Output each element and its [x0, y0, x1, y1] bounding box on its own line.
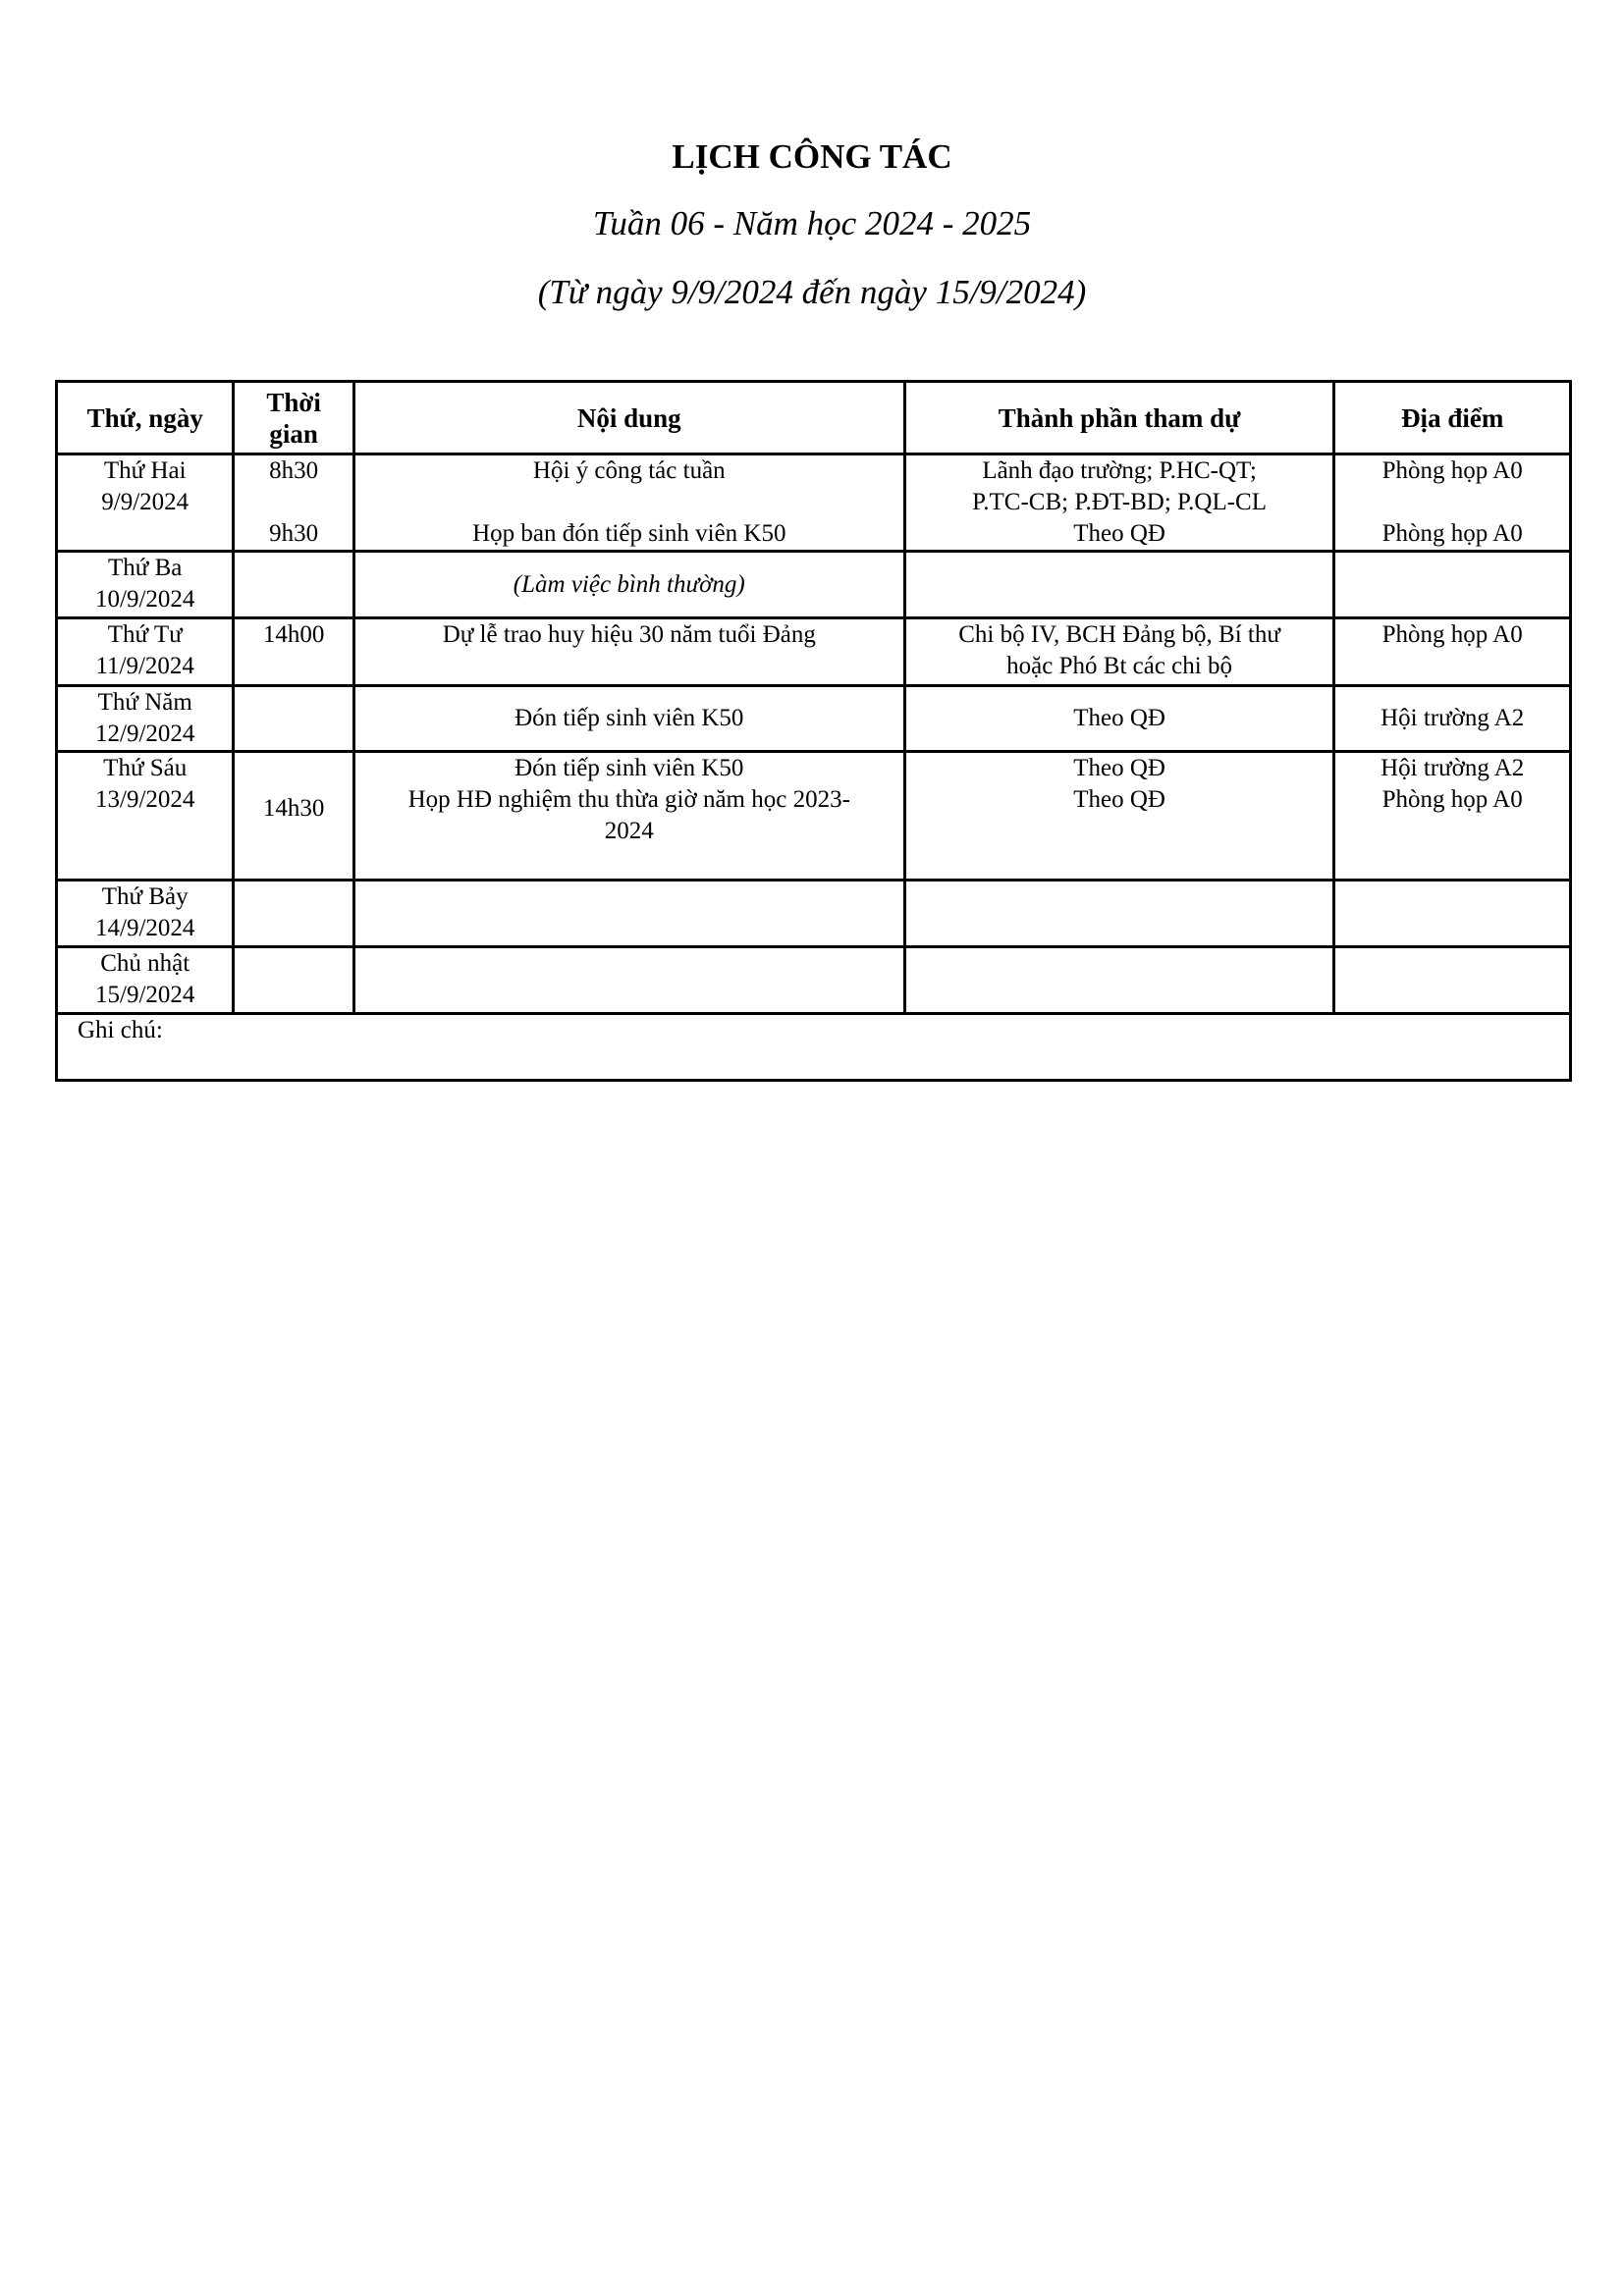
day-date: 12/9/2024	[95, 721, 195, 747]
location-line: Phòng họp A0	[1381, 457, 1523, 484]
content-cell	[353, 686, 904, 752]
participants-line: Theo QĐ	[1073, 705, 1165, 731]
content-cell	[353, 947, 904, 1014]
location-cell	[1334, 947, 1571, 1014]
location-cell	[1334, 552, 1571, 618]
day-cell	[57, 752, 234, 881]
day-cell	[57, 947, 234, 1014]
day-cell	[57, 454, 234, 552]
notes-cell	[57, 1014, 1571, 1081]
time-value: 8h30	[269, 457, 319, 484]
table-row	[57, 752, 1571, 881]
time-cell	[234, 618, 353, 686]
table-row	[57, 686, 1571, 752]
participants-line: Theo QĐ	[1073, 755, 1165, 781]
day-name: Thứ Sáu	[103, 755, 188, 781]
document-title: LỊCH CÔNG TÁC	[672, 137, 952, 176]
time-cell	[234, 752, 353, 881]
location-cell	[1334, 454, 1571, 552]
participants-cell	[904, 752, 1334, 881]
content-line: 2024	[604, 818, 654, 844]
week-subtitle: Tuần 06 - Năm học 2024 - 2025	[592, 204, 1032, 242]
day-cell	[57, 552, 234, 618]
table-header-row	[57, 382, 1571, 454]
time-cell	[234, 454, 353, 552]
time-cell	[234, 881, 353, 947]
notes-label: Ghi chú:	[78, 1017, 163, 1043]
column-header-participants: Thành phần tham dự	[904, 382, 1334, 454]
location-line: Phòng họp A0	[1381, 520, 1523, 547]
participants-cell	[904, 618, 1334, 686]
schedule-table	[55, 380, 1572, 1082]
column-header-time-line2: gian	[269, 418, 318, 449]
content-cell	[353, 454, 904, 552]
content-line: Dự lễ trao huy hiệu 30 năm tuổi Đảng	[442, 621, 816, 648]
content-line: Họp HĐ nghiệm thu thừa giờ năm học 2023-	[407, 786, 850, 813]
content-cell	[353, 618, 904, 686]
participants-line: Theo QĐ	[1073, 520, 1165, 547]
location-cell	[1334, 881, 1571, 947]
location-cell	[1334, 686, 1571, 752]
participants-cell	[904, 947, 1334, 1014]
location-cell	[1334, 618, 1571, 686]
day-date: 15/9/2024	[95, 982, 195, 1008]
day-date: 11/9/2024	[95, 653, 194, 679]
table-row	[57, 454, 1571, 552]
day-name: Thứ Ba	[108, 555, 183, 581]
time-cell	[234, 552, 353, 618]
column-header-day: Thứ, ngày	[57, 382, 234, 454]
table-row	[57, 947, 1571, 1014]
day-cell	[57, 686, 234, 752]
notes-row	[57, 1014, 1571, 1081]
participants-line: P.TC-CB; P.ĐT-BD; P.QL-CL	[972, 489, 1267, 515]
location-cell	[1334, 752, 1571, 881]
participants-line: Theo QĐ	[1073, 786, 1165, 813]
content-cell	[353, 881, 904, 947]
participants-line: hoặc Phó Bt các chi bộ	[1006, 653, 1232, 679]
location-line: Hội trường A2	[1380, 755, 1525, 781]
spacer	[241, 487, 346, 518]
participants-cell	[904, 454, 1334, 552]
location-line: Hội trường A2	[1380, 705, 1525, 731]
day-date: 10/9/2024	[95, 586, 195, 613]
participants-line: Chi bộ IV, BCH Đảng bộ, Bí thư	[958, 621, 1280, 648]
content-line: Đón tiếp sinh viên K50	[514, 705, 744, 731]
content-cell	[353, 752, 904, 881]
content-line: (Làm việc bình thường)	[513, 570, 745, 598]
table-row	[57, 552, 1571, 618]
day-name: Chủ nhật	[100, 950, 190, 977]
column-header-content: Nội dung	[353, 382, 904, 454]
column-header-time-line1: Thời	[266, 387, 321, 417]
table-row	[57, 618, 1571, 686]
column-header-location: Địa điểm	[1334, 382, 1571, 454]
day-name: Thứ Hai	[103, 457, 187, 484]
day-cell	[57, 881, 234, 947]
location-line: Phòng họp A0	[1381, 786, 1523, 813]
participants-cell	[904, 881, 1334, 947]
content-line: Họp ban đón tiếp sinh viên K50	[472, 520, 786, 547]
table-row	[57, 881, 1571, 947]
participants-cell	[904, 552, 1334, 618]
day-name: Thứ Năm	[97, 689, 192, 716]
day-cell	[57, 618, 234, 686]
day-date: 13/9/2024	[95, 786, 195, 813]
date-range-subtitle: (Từ ngày 9/9/2024 đến ngày 15/9/2024)	[537, 273, 1087, 311]
location-line: Phòng họp A0	[1381, 621, 1523, 648]
column-header-time	[234, 382, 353, 454]
spacer	[361, 487, 897, 518]
content-cell	[353, 552, 904, 618]
day-date: 9/9/2024	[101, 489, 189, 515]
time-value: 14h00	[262, 621, 325, 648]
spacer	[1341, 487, 1563, 518]
time-cell	[234, 947, 353, 1014]
day-name: Thứ Bảy	[101, 883, 189, 910]
time-value: 14h30	[262, 795, 325, 822]
day-date: 14/9/2024	[95, 915, 195, 941]
participants-cell	[904, 686, 1334, 752]
time-value: 9h30	[269, 520, 319, 547]
content-line: Hội ý công tác tuần	[532, 457, 726, 484]
time-cell	[234, 686, 353, 752]
participants-line: Lãnh đạo trường; P.HC-QT;	[982, 457, 1257, 484]
day-name: Thứ Tư	[107, 621, 183, 648]
content-line: Đón tiếp sinh viên K50	[514, 755, 744, 781]
